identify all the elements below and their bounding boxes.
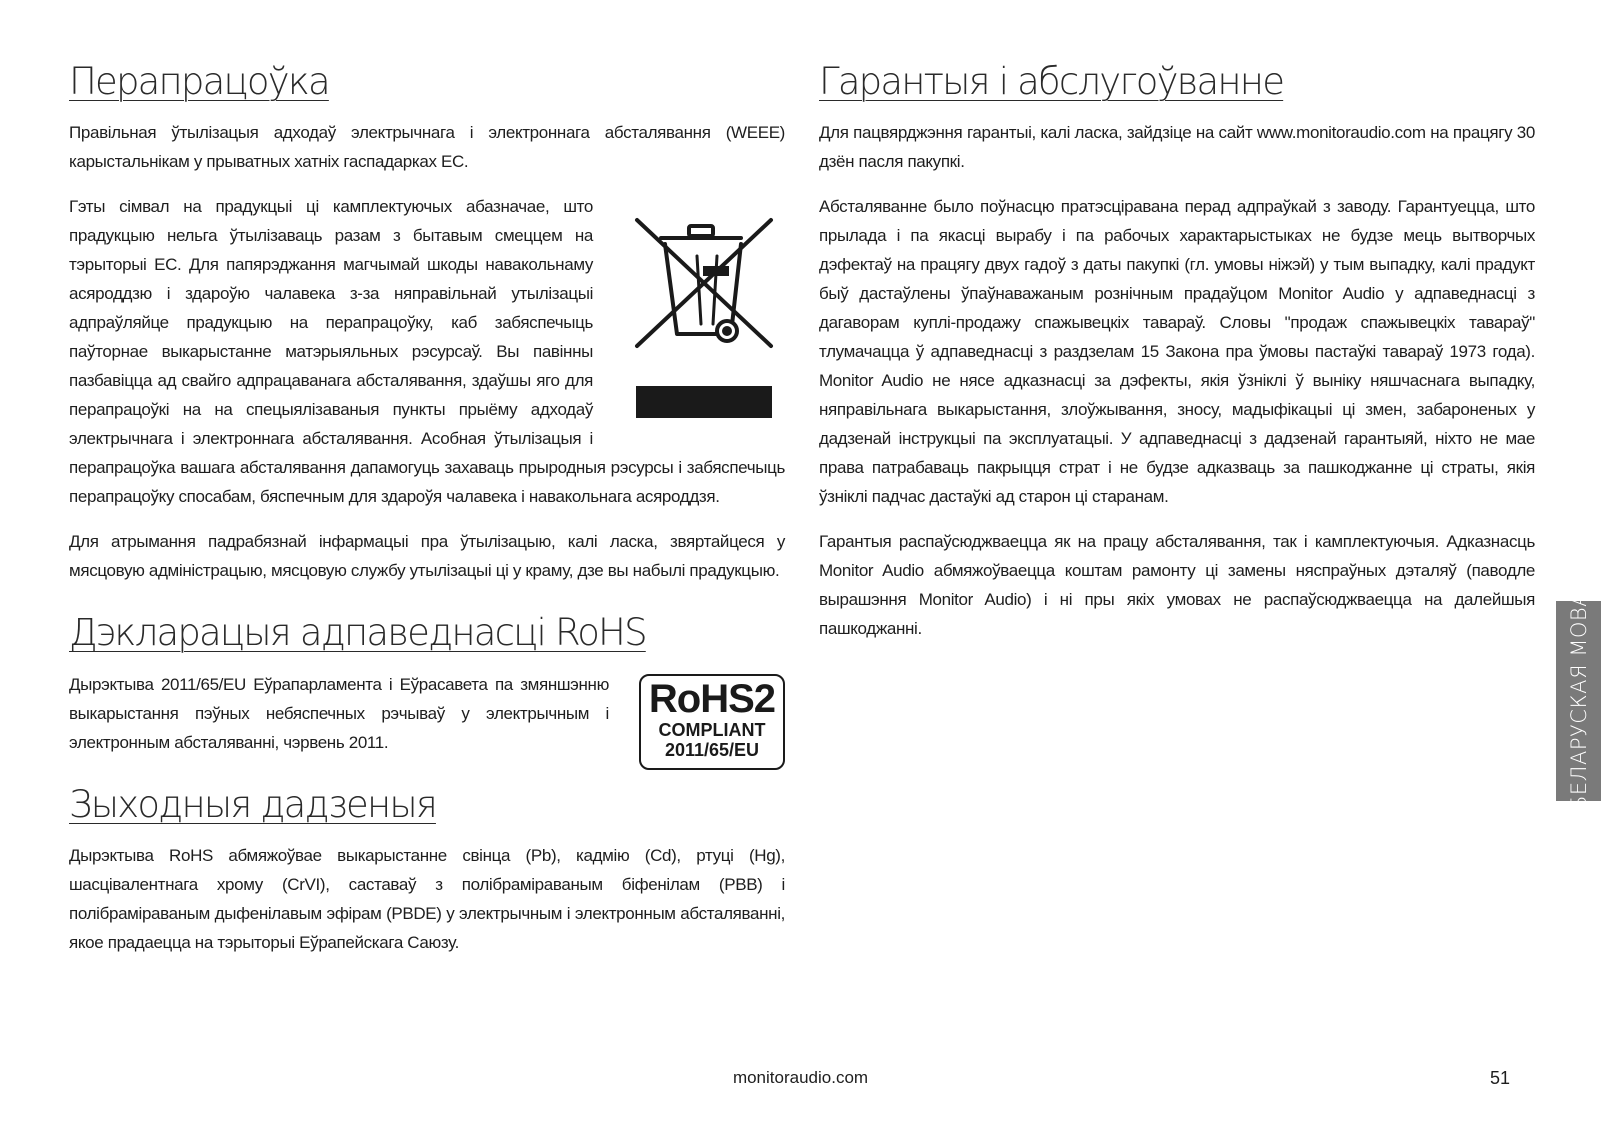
warranty-heading: Гарантыя і абслугоўванне: [819, 60, 1284, 103]
rohs-logo-directive: 2011/65/EU: [664, 739, 760, 760]
warranty-coverage: Гарантыя распаўсюджваецца як на працу абсталявання, так і камплектуючыя. Адказнасць Monitor Audio абмяжоўваецца коштам рамонту ці замены няспраўных дэталяў (паводле вырашэння Monitor Audio) і ні пры якіх умовах не распаўсюджваецца на далейшыя пашкоджанні.: [819, 532, 1535, 639]
weee-symbol: [623, 196, 785, 434]
recycling-contact: Для атрымання падрабязнай інфармацыі пра ўтылізацыю, калі ласка, звяртайцеся у мясцовую адміністрацыю, мясцовую службу утылізацыі ці у краму, дзе вы набылі прадукцыю.: [69, 532, 785, 581]
source-body: Дырэктыва RoHS абмяжоўвае выкарыстанне свінца (Pb), кадмію (Cd), ртуці (Hg), шасцівалентнага хрому (CrVI), саставаў з полібраміраваным біфенілам (PBB) і полібраміраваным дыфенілавым эфірам (PBDE) у электрычным і электронным абсталяванні, якое прадаецца на тэрыторыі Еўрапейскага Саюзу.: [69, 846, 785, 953]
rohs-logo-compliant: COMPLIANT: [658, 719, 766, 740]
rohs-body: Дырэктыва 2011/65/EU Еўрапарламента і Еўрасавета па змяншэнню выкарыстання пэўных небяспечных рэчываў у электрычным і электронным абсталяванні, чэрвень 2011.: [69, 674, 609, 752]
rohs-heading: Дэкларацыя адпаведнасці RoHS: [69, 611, 646, 655]
footer-url: monitoraudio.com: [732, 1068, 869, 1087]
warranty-terms: Абсталяванне было поўнасцю пратэсціравана перад адпраўкай з заводу. Гарантуецца, што прылада і па якасці вырабу і па рабочых характарыстыках не будзе мець вытворчых дэфектаў на працягу двух гадоў з даты пакупкі (гл. умовы ніжэй) у тым выпадку, калі прадукт быў дастаўлены ўпаўнаважаным рознічным прадаўцом Monitor Audio у адпаведнасці з дагаворам куплі-продажу спажывецкіх тавараў. Словы "продаж спажывецкіх тавараў" тлумачацца ў адпаведнасці з раздзелам 15 Закона пра ўмовы пастаўкі тавараў 1973 года). Monitor Audio не нясе адказнасці за дэфекты, якія ўзніклі ў выніку няшчаснага выпадку, няправільнага выкарыстання, злоўжывання, зносу, мадыфікацыі ці змен, забароненых у дадзенай інструкцыі па эксплуатацыі. У адпаведнасці з дадзенай гарантыяй, ніхто не мае права патрабаваць пакрыцця страт і не будзе адказваць за пашкоджанне ці страты, якія ўзніклі падчас дастаўкі ад старон ці старанам.: [819, 197, 1535, 507]
crossed-bin-icon: [623, 196, 785, 434]
recycling-heading: Перапрацоўка: [69, 60, 329, 103]
rohs-logo: [639, 670, 785, 770]
language-tab: [1556, 591, 1601, 811]
right-column: [819, 60, 1535, 659]
recycling-body: Гэты сімвал на прадукцыі ці камплектуючых абазначае, што прадукцыю нельга ўтылізаваць разам з бытавым смеццем на тэрыторыі ЕС. Для папярэджання магчымай шкоды навакольнаму асяроддзю і здароўю чалавека з-за няправільнай утылізацыі адпраўляйце прадукцыю на перапрацоўку, каб забяспечыць паўторнае выкарыстанне матэрыяльных рэсурсаў. Вы павінны пазбавіцца ад свайго адпрацаванага абсталявання, здаўшы яго для перапрацоўкі на на спецыялізаваныя пункты прыёму адходаў электрычнага і электроннага абсталявання. Асобная ўтылізацыя і перапрацоўка вашага абсталявання дапамогуць захаваць прыродныя рэсурсы і забяспечыць перапрацоўку спосабам, бяспечным для здароўя чалавека і навакольнага асяроддзя.: [69, 197, 785, 507]
warranty-registration: Для пацвярджэння гарантыі, калі ласка, зайдзіце на сайт www.monitoraudio.com на працягу 30 дзён пасля пакупкі.: [819, 123, 1535, 172]
page-number: 51: [1490, 1068, 1511, 1088]
left-column: [69, 60, 785, 973]
recycling-intro: Правільная ўтылізацыя адходаў электрычнага і электроннага абсталявання (WEEE) карыстальнікам у прыватных хатніх гаспадарках ЕС.: [69, 123, 785, 172]
language-tab-label: БЕЛАРУСКАЯ МОВА: [1566, 591, 1591, 811]
weee-bar: [636, 386, 772, 418]
rohs-logo-title: RoHS2: [648, 676, 776, 721]
source-heading: Зыходныя дадзеныя: [69, 782, 436, 826]
